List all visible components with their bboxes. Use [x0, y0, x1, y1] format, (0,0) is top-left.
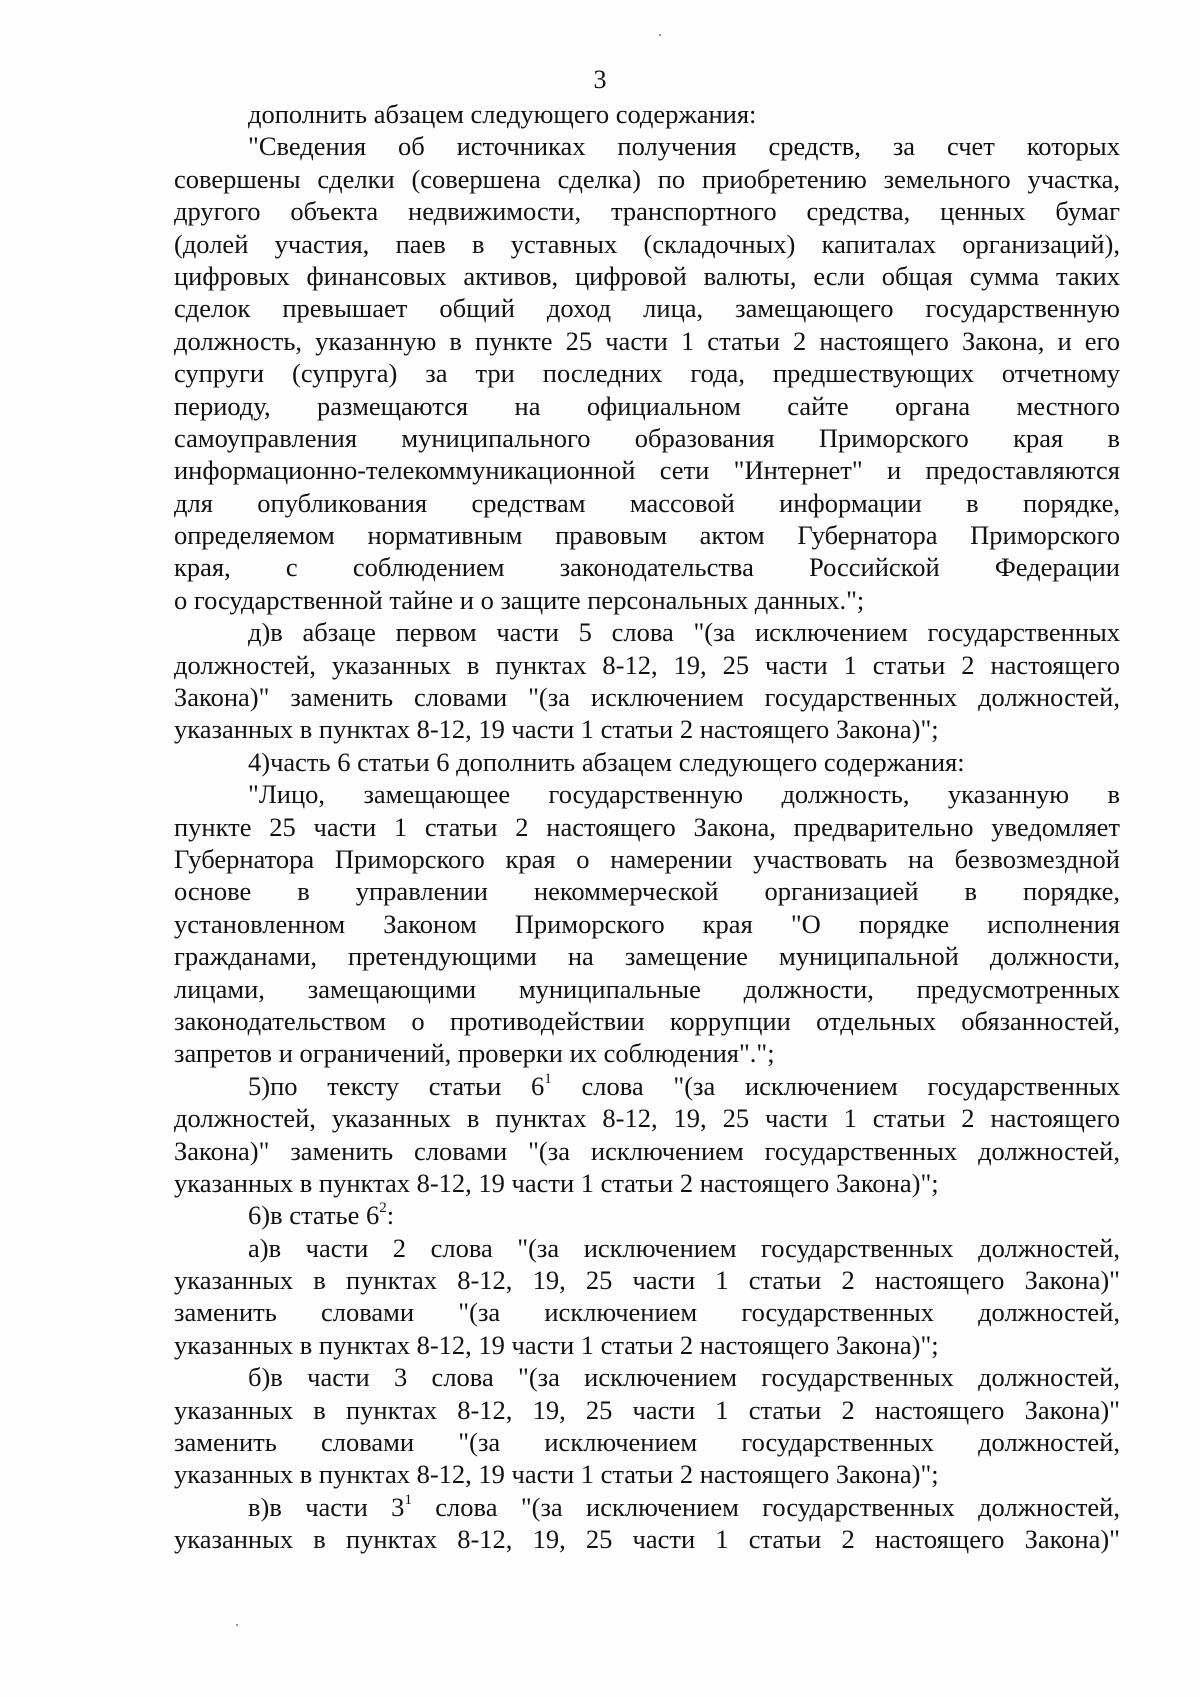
text-line: сделок превышает общий доход лица, замещающего государственную — [174, 293, 1120, 324]
text-line: края, с соблюдением законодательства Российской Федерации — [174, 552, 1120, 583]
text-line: лицами, замещающими муниципальные должности, предусмотренных — [174, 973, 1120, 1004]
text-line: (долей участия, паев в уставных (складочных) капиталах организаций), — [174, 228, 1120, 259]
text-line: указанных в пунктах 8-12, 19, 25 части 1 статьи 2 настоящего Закона)" — [174, 1394, 1120, 1425]
text-line: должность, указанную в пункте 25 части 1 статьи 2 настоящего Закона, и его — [174, 325, 1120, 356]
text-line: д)в абзаце первом части 5 слова "(за исключением государственных — [248, 617, 1120, 648]
text-line: о государственной тайне и о защите персональных данных."; — [174, 584, 865, 615]
text-line: гражданами, претендующими на замещение муниципальной должности, — [174, 941, 1120, 972]
text-line: а)в части 2 слова "(за исключением государственных должностей, — [248, 1232, 1120, 1263]
superscript: 1 — [544, 1070, 552, 1087]
text-line: указанных в пунктах 8-12, 19 части 1 статьи 2 настоящего Закона)"; — [174, 1329, 939, 1360]
text-line: должностей, указанных в пунктах 8-12, 19, 25 части 1 статьи 2 настоящего — [174, 649, 1120, 680]
document-body — [174, 98, 1120, 1556]
text-line: установленном Законом Приморского края "О порядке исполнения — [174, 908, 1120, 939]
text-line: дополнить абзацем следующего содержания: — [248, 99, 757, 129]
text-line: пункте 25 части 1 статьи 2 настоящего Закона, предварительно уведомляет — [174, 811, 1120, 842]
text-line: указанных в пунктах 8-12, 19, 25 части 1 статьи 2 настоящего Закона)" — [174, 1265, 1120, 1296]
text-line: определяемом нормативным правовым актом Губернатора Приморского — [174, 520, 1120, 551]
scan-speck — [236, 1624, 238, 1626]
text-line: Закона)" заменить словами "(за исключением государственных должностей, — [174, 682, 1120, 713]
text-line: совершены сделки (совершена сделка) по приобретению земельного участка, — [174, 163, 1120, 194]
text-line: "Сведения об источниках получения средств, за счет которых — [248, 131, 1120, 162]
text-line: указанных в пунктах 8-12, 19, 25 части 1 статьи 2 настоящего Закона)" — [174, 1524, 1120, 1555]
text-line: должностей, указанных в пунктах 8-12, 19, 25 части 1 статьи 2 настоящего — [174, 1103, 1120, 1134]
text-line: 6)в статье $6^2$: — [248, 1200, 395, 1231]
text-line: цифровых финансовых активов, цифровой валюты, если общая сумма таких — [174, 260, 1120, 291]
text-line: самоуправления муниципального образования Приморского края в — [174, 422, 1120, 453]
text-line: супруги (супруга) за три последних года, предшествующих отчетному — [174, 358, 1120, 389]
text-line: заменить словами "(за исключением государственных должностей, — [174, 1297, 1120, 1328]
text-line: 4)часть 6 статьи 6 дополнить абзацем следующего содержания: — [248, 746, 965, 777]
text-line: указанных в пунктах 8-12, 19 части 1 статьи 2 настоящего Закона)"; — [174, 1459, 939, 1490]
text-line: указанных в пунктах 8-12, 19 части 1 статьи 2 настоящего Закона)"; — [174, 1167, 939, 1198]
text-line: б)в части 3 слова "(за исключением государственных должностей, — [248, 1362, 1120, 1393]
superscript: 2 — [379, 1200, 387, 1217]
text-line: Губернатора Приморского края о намерении участвовать на безвозмездной — [174, 843, 1120, 874]
text-line: основе в управлении некоммерческой организацией в порядке, — [174, 876, 1120, 907]
text-line: для опубликования средствам массовой информации в порядке, — [174, 487, 1120, 518]
page-number: 3 — [593, 65, 607, 94]
text-line: "Лицо, замещающее государственную должность, указанную в — [248, 779, 1120, 810]
text-line: периоду, размещаются на официальном сайте органа местного — [174, 390, 1120, 421]
scan-speck — [659, 34, 661, 36]
text-line: запретов и ограничений, проверки их соблюдения"."; — [174, 1038, 775, 1069]
text-line: заменить словами "(за исключением государственных должностей, — [174, 1427, 1120, 1458]
text-line: информационно-телекоммуникационной сети "Интернет" и предоставляются — [174, 455, 1120, 486]
superscript: 1 — [404, 1491, 412, 1508]
text-line: указанных в пунктах 8-12, 19 части 1 статьи 2 настоящего Закона)"; — [174, 714, 939, 745]
text-line: другого объекта недвижимости, транспортного средства, ценных бумаг — [174, 196, 1120, 227]
text-line: в)в части $3^1$ слова "(за исключением государственных должностей, — [248, 1491, 1120, 1522]
text-line: 5)по тексту статьи $6^1$ слова "(за исключением государственных — [248, 1070, 1120, 1101]
text-line: Закона)" заменить словами "(за исключением государственных должностей, — [174, 1135, 1120, 1166]
text-line: законодательством о противодействии коррупции отдельных обязанностей, — [174, 1005, 1120, 1036]
